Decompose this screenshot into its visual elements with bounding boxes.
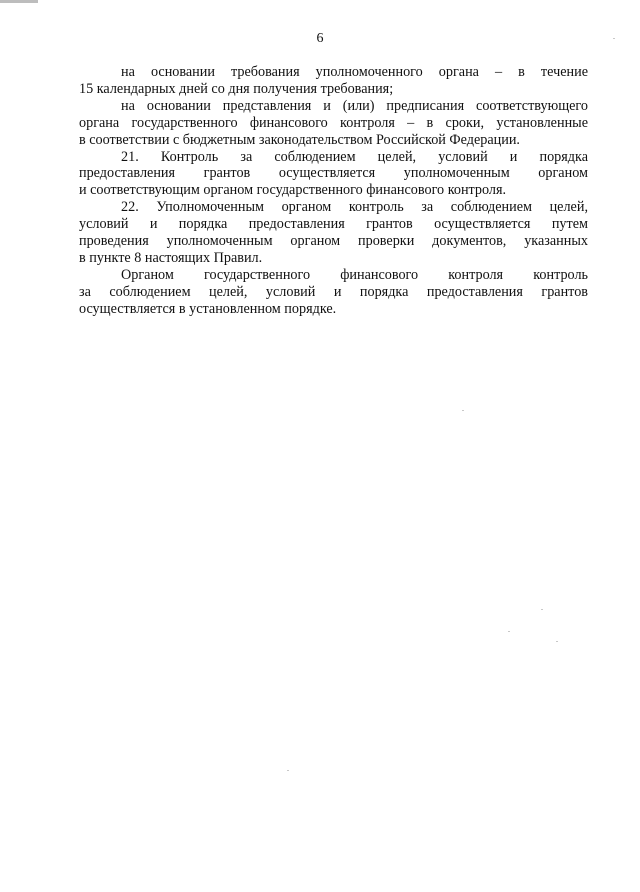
scan-speck xyxy=(508,631,510,632)
scan-corner-mark xyxy=(0,0,38,3)
scan-speck xyxy=(541,609,543,610)
text-line: органа государственного финансового контроля – в сроки, установленные xyxy=(79,114,588,131)
text-line: проведения уполномоченным органом проверки документов, указанных xyxy=(79,233,588,250)
paragraph-financial-control xyxy=(79,267,588,318)
text-line: 15 календарных дней со дня получения требования; xyxy=(79,80,394,97)
text-line: предоставления грантов осуществляется уполномоченным органом xyxy=(79,165,588,182)
paragraph-clause-21 xyxy=(79,149,588,200)
text-line: 21. Контроль за соблюдением целей, условий и порядка xyxy=(121,148,588,165)
text-line: на основании представления и (или) предписания соответствующего xyxy=(121,97,588,114)
document-body xyxy=(79,64,588,318)
text-line: в пункте 8 настоящих Правил. xyxy=(79,249,263,266)
page-number: 6 xyxy=(316,31,324,46)
text-line: 22. Уполномоченным органом контроль за соблюдением целей, xyxy=(121,199,588,216)
text-line: на основании требования уполномоченного органа – в течение xyxy=(121,64,588,80)
text-line: условий и порядка предоставления грантов осуществляется путем xyxy=(79,216,588,233)
text-line: за соблюдением целей, условий и порядка предоставления грантов xyxy=(79,283,588,300)
scan-speck xyxy=(556,641,558,642)
scan-speck xyxy=(462,410,464,411)
paragraph-requirement-term xyxy=(79,64,588,98)
text-line: осуществляется в установленном порядке. xyxy=(79,300,337,317)
text-line: в соответствии с бюджетным законодательством Российской Федерации. xyxy=(79,131,520,148)
scan-speck xyxy=(287,770,289,771)
scan-speck xyxy=(613,38,615,39)
text-line: Органом государственного финансового контроля контроль xyxy=(121,266,588,283)
paragraph-clause-22 xyxy=(79,199,588,267)
text-line: и соответствующим органом государственного финансового контроля. xyxy=(79,182,507,199)
paragraph-control-order-term xyxy=(79,98,588,149)
